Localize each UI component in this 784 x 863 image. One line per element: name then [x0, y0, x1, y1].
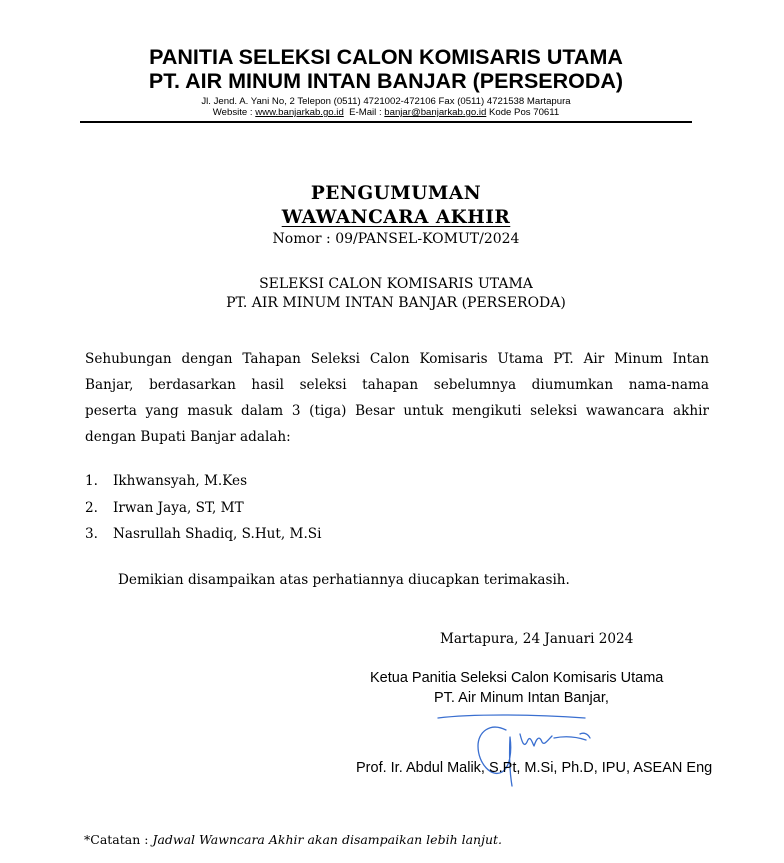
- candidate-name: Ikhwansyah, M.Kes: [113, 473, 248, 489]
- paragraph-line: peserta yang masuk dalam 3 (tiga) Besar untuk mengikuti seleksi wawancara akhir: [85, 403, 709, 419]
- paragraph-line: Sehubungan dengan Tahapan Seleksi Calon Komisaris Utama PT. Air Minum Intan: [85, 351, 709, 367]
- list-item: 1. Ikhwansyah, M.Kes: [85, 473, 248, 489]
- list-item: 3. Nasrullah Shadiq, S.Hut, M.Si: [85, 526, 322, 542]
- website-link[interactable]: www.banjarkab.go.id: [255, 107, 344, 118]
- footnote-text: Jadwal Wawncara Akhir akan disampaikan lebih lanjut.: [152, 832, 503, 847]
- paragraph-line: dengan Bupati Banjar adalah:: [85, 429, 291, 445]
- paragraph-line: Banjar, berdasarkan hasil seleksi tahapan sebelumnya diumumkan nama-nama: [85, 377, 709, 393]
- letterhead-company: PT. AIR MINUM INTAN BANJAR (PERSERODA): [148, 69, 624, 93]
- letterhead-title: PANITIA SELEKSI CALON KOMISARIS UTAMA: [149, 45, 623, 69]
- email-link[interactable]: banjar@banjarkab.go.id: [384, 107, 487, 118]
- candidate-name: Nasrullah Shadiq, S.Hut, M.Si: [113, 526, 322, 542]
- letterhead-address: Jl. Jend. A. Yani No, 2 Telepon (0511) 4721002-472106 Fax (0511) 4721538 Martapura: [201, 96, 571, 107]
- letterhead-divider: [80, 121, 692, 123]
- announcement-title: PENGUMUMAN: [310, 183, 482, 204]
- footnote-label: *Catatan :: [84, 832, 153, 847]
- website-label: Website :: [212, 107, 256, 118]
- letterhead-contact: [80, 107, 692, 118]
- list-item: 2. Irwan Jaya, ST, MT: [85, 500, 244, 516]
- closing-statement: Demikian disampaikan atas perhatiannya diucapkan terimakasih.: [118, 572, 570, 588]
- footnote: [84, 832, 502, 847]
- announcement-heading-2: PT. AIR MINUM INTAN BANJAR (PERSERODA): [226, 295, 566, 311]
- body-paragraph: [85, 346, 709, 450]
- place-date: Martapura, 24 Januari 2024: [440, 631, 634, 647]
- signatory-name: Prof. Ir. Abdul Malik, S.Pt, M.Si, Ph.D, IPU, ASEAN Eng: [356, 760, 713, 776]
- announcement-subtitle: WAWANCARA AKHIR: [281, 207, 511, 228]
- candidate-name: Irwan Jaya, ST, MT: [113, 500, 244, 516]
- announcement-number: Nomor : 09/PANSEL-KOMUT/2024: [272, 231, 520, 247]
- signatory-role: Ketua Panitia Seleksi Calon Komisaris Utama: [370, 670, 664, 686]
- handwritten-signature: [430, 712, 610, 792]
- postcode: Kode Pos 70611: [486, 107, 560, 118]
- announcement-heading-1: SELEKSI CALON KOMISARIS UTAMA: [259, 276, 533, 292]
- email-label: E-Mail :: [343, 107, 385, 118]
- signatory-organization: PT. Air Minum Intan Banjar,: [434, 690, 609, 706]
